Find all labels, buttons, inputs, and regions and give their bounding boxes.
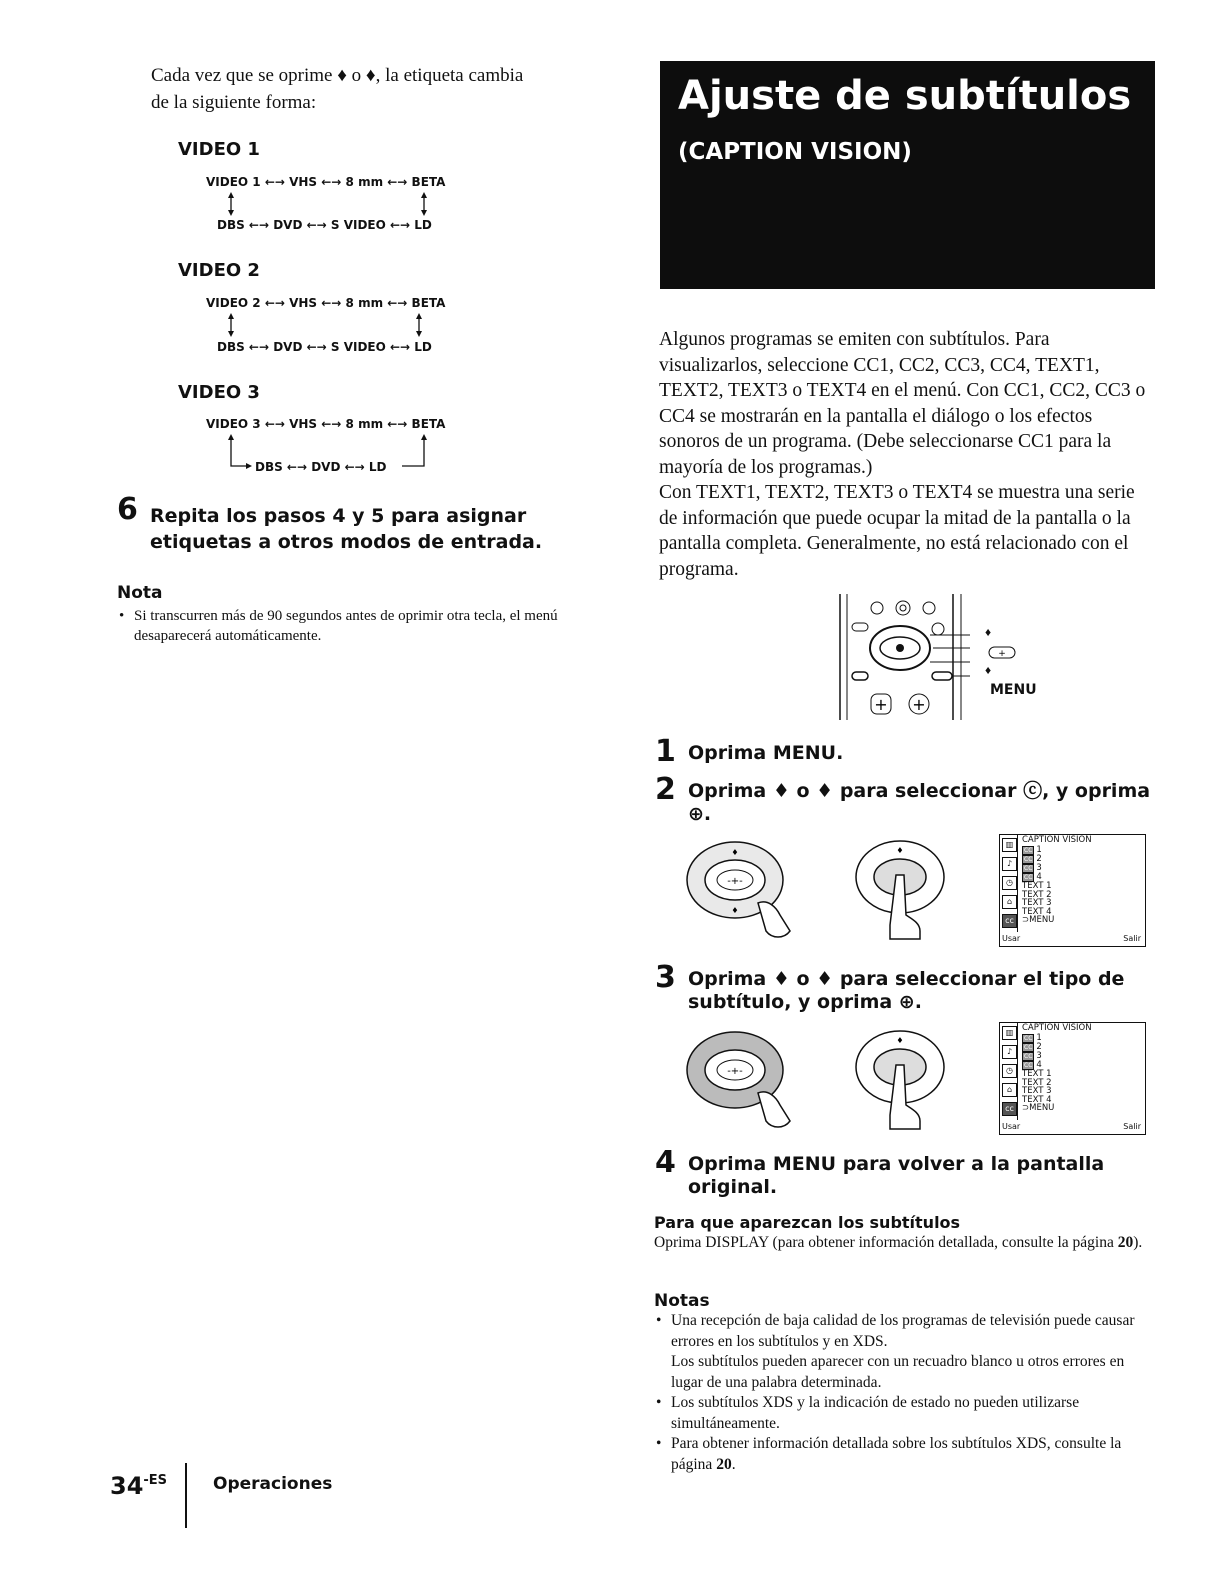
video1-label: VIDEO 1 <box>178 139 260 160</box>
caption-menu-screen-2 <box>999 1022 1146 1135</box>
menu-icon-column <box>1000 835 1018 932</box>
video1-row1: VIDEO 1 ←→ VHS ←→ 8 mm ←→ BETA <box>206 175 446 189</box>
joystick-press-illustration-3 <box>680 1025 800 1130</box>
menu-item-cc4: CC 4 <box>1024 1060 1042 1070</box>
step-3-text: Oprima ♦ o ♦ para seleccionar el tipo de subtítulo, y oprima ⊕. <box>688 968 1125 1013</box>
step-4 <box>655 1145 1155 1203</box>
menu-item-cc2: CC 2 <box>1024 854 1042 864</box>
intro-paragraph <box>659 327 1155 582</box>
menu-item-text4: TEXT 4 <box>1022 906 1052 917</box>
paragraph-2: Con TEXT1, TEXT2, TEXT3 o TEXT4 se muestra una serie de información que puede ocupar la mitad de la pantalla o la pantalla completa. Generalmente, no está relacionado con el programa. <box>659 482 1135 580</box>
step-4-number: 4 <box>655 1145 676 1180</box>
step-2 <box>655 772 1155 830</box>
menu-icon-column <box>1000 1023 1018 1120</box>
video2-vertical-arrows <box>222 313 437 337</box>
menu-item-text3: TEXT 3 <box>1022 898 1052 909</box>
caption-icon: cc <box>1002 1102 1017 1116</box>
caption-menu-screen-1 <box>999 834 1146 947</box>
notas-item-2: • Los subtítulos XDS y la indicación de estado no pueden utilizarse simultáneamente. <box>654 1393 1154 1434</box>
intro-text <box>151 62 611 116</box>
subtitles-heading: Para que aparezcan los subtítulos <box>654 1213 961 1232</box>
title-box <box>660 61 1155 289</box>
notas-item-1: • Una recepción de baja calidad de los programas de televisión puede causar errores en los subtítulos y en XDS. Los subtítulos pueden aparecer con un recuadro blanco u otros errores en lugar de una palabra determinada. <box>654 1311 1154 1393</box>
footer-divider <box>185 1463 187 1528</box>
menu-title: CAPTION VISION <box>1022 835 1092 845</box>
step-2-text: Oprima ♦ o ♦ para seleccionar ⓒ, y oprima ⊕. <box>688 780 1151 825</box>
paragraph-1: Algunos programas se emiten con subtítulos. Para visualizarlos, seleccione CC1, CC2, CC3, CC4, TEXT1, TEXT2, TEXT3 o TEXT4 en el menú. Con CC1, CC2, CC3 o CC4 se mostrarán en la pantalla el diálogo o los efectos sonoros de un programa. (Debe seleccionarse CC1 para la mayoría de los programas.) <box>659 329 1146 478</box>
notas-item-3: • Para obtener información detallada sobre los subtítulos XDS, consulte la página 20. <box>654 1434 1154 1475</box>
menu-title: CAPTION VISION <box>1022 1023 1092 1033</box>
step-1-number: 1 <box>655 734 676 769</box>
step-4-text: Oprima MENU para volver a la pantalla original. <box>688 1153 1105 1198</box>
menu-item-text2: TEXT 2 <box>1022 889 1052 900</box>
step-6-number: 6 <box>117 492 138 527</box>
menu-item-cc3: CC 3 <box>1024 1051 1042 1061</box>
video3-label: VIDEO 3 <box>178 382 260 403</box>
menu-item-text3: TEXT 3 <box>1022 1086 1052 1097</box>
step-3 <box>655 960 1155 1018</box>
footer-salir: Salir <box>1123 934 1141 944</box>
svg-text:♦: ♦ <box>896 1036 904 1045</box>
enter-button-icon <box>988 645 1018 661</box>
intro-line-1: Cada vez que se oprime ♦ o ♦, la etiqueta cambia <box>151 65 524 86</box>
section-name: Operaciones <box>213 1474 333 1494</box>
menu-item-menu: ⊃MENU <box>1022 915 1055 926</box>
menu-item-cc2: CC 2 <box>1024 1042 1042 1052</box>
picture-icon: ▥ <box>1002 1026 1017 1040</box>
video3-row2: DBS ←→ DVD ←→ LD <box>255 460 387 474</box>
caption-icon: cc <box>1002 914 1017 928</box>
step-3-number: 3 <box>655 960 676 995</box>
menu-item-text4: TEXT 4 <box>1022 1094 1052 1105</box>
joystick-press-illustration-4 <box>850 1025 960 1135</box>
step-1 <box>655 734 1155 770</box>
sound-icon: ♪ <box>1002 1045 1017 1059</box>
page-title: Ajuste de subtítulos <box>678 73 1132 119</box>
timer-icon: ◷ <box>1002 876 1017 890</box>
remote-control-illustration <box>835 590 970 725</box>
menu-items <box>1022 846 1054 925</box>
menu-label: MENU <box>990 682 1037 698</box>
notas-body <box>654 1311 1154 1475</box>
video3-row1: VIDEO 3 ←→ VHS ←→ 8 mm ←→ BETA <box>206 417 446 431</box>
step-2-number: 2 <box>655 772 676 807</box>
video2-label: VIDEO 2 <box>178 260 260 281</box>
subtitles-body: Oprima DISPLAY (para obtener información detallada, consulte la página 20). <box>654 1234 1143 1251</box>
nota-item: • Si transcurren más de 90 segundos antes de oprimir otra tecla, el menú desaparecerá automáticamente. <box>117 606 612 646</box>
page-subtitle: (CAPTION VISION) <box>678 139 912 165</box>
intro-line-2: de la siguiente forma: <box>151 92 317 113</box>
menu-footer <box>1002 1123 1143 1132</box>
joystick-press-illustration-2 <box>850 835 960 945</box>
menu-items <box>1022 1034 1054 1113</box>
picture-icon: ▥ <box>1002 838 1017 852</box>
svg-text:♦: ♦ <box>731 906 739 915</box>
video2-row1: VIDEO 2 ←→ VHS ←→ 8 mm ←→ BETA <box>206 296 446 310</box>
menu-item-text1: TEXT 1 <box>1022 881 1052 891</box>
setup-icon: ⌂ <box>1002 1083 1017 1097</box>
step-6-text: Repita los pasos 4 y 5 para asignar etiquetas a otros modos de entrada. <box>150 505 543 553</box>
page-reference: 20 <box>1117 1234 1134 1251</box>
menu-item-text1: TEXT 1 <box>1022 1069 1052 1079</box>
footer-usar: Usar <box>1002 934 1021 944</box>
sound-icon: ♪ <box>1002 857 1017 871</box>
setup-icon: ⌂ <box>1002 895 1017 909</box>
video1-row2: DBS ←→ DVD ←→ S VIDEO ←→ LD <box>217 218 432 232</box>
menu-item-cc1: CC 1 <box>1024 845 1042 855</box>
video1-vertical-arrows <box>222 192 437 216</box>
svg-text:+: + <box>998 649 1006 659</box>
joystick-press-illustration-1 <box>680 835 800 940</box>
svg-text:+: + <box>874 695 888 714</box>
down-arrow-icon: ♦ <box>985 663 992 677</box>
svg-text:♦: ♦ <box>731 848 739 857</box>
up-arrow-icon: ♦ <box>985 625 992 639</box>
footer-usar: Usar <box>1002 1122 1021 1132</box>
menu-item-cc3: CC 3 <box>1024 863 1042 873</box>
svg-text:-+-: -+- <box>727 876 743 887</box>
nota-body <box>117 606 612 646</box>
menu-footer <box>1002 935 1143 944</box>
nota-heading: Nota <box>117 583 163 603</box>
menu-item-cc4: CC 4 <box>1024 872 1042 882</box>
footer-salir: Salir <box>1123 1122 1141 1132</box>
notas-heading: Notas <box>654 1291 710 1311</box>
svg-text:+: + <box>912 695 926 714</box>
menu-item-menu: ⊃MENU <box>1022 1103 1055 1114</box>
menu-item-cc1: CC 1 <box>1024 1033 1042 1043</box>
page-number: $34^{-ES}$ <box>110 1472 168 1500</box>
video2-row2: DBS ←→ DVD ←→ S VIDEO ←→ LD <box>217 340 432 354</box>
svg-text:-+-: -+- <box>727 1066 743 1077</box>
menu-item-text2: TEXT 2 <box>1022 1077 1052 1088</box>
timer-icon: ◷ <box>1002 1064 1017 1078</box>
svg-text:♦: ♦ <box>896 846 904 855</box>
step-1-text: Oprima MENU. <box>688 742 844 764</box>
